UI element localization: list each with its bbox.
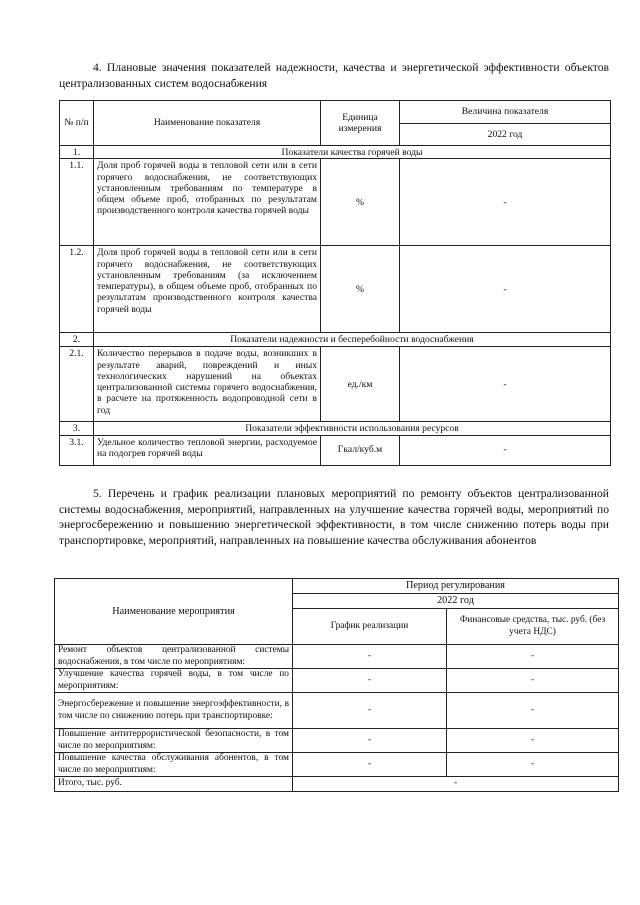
indicator-value: - [400, 347, 611, 422]
section-5-heading-text: 5. Перечень и график реализации плановых мероприятий по ремонту объектов централизованной системы водоснабжения, мероприятий, направленных на улучшение качества горячей воды, мероприятий по энергосбережению и повышению энергетической эффективности, в том числе снижению потерь воды при транспортировке, мероприятий, направленных на повышение качества обслуживания абонентов [59, 487, 609, 547]
section-4-heading-text: 4. Плановые значения показателей надежности, качества и энергетической эффективности объектов централизованных систем водоснабжения [59, 61, 609, 90]
measure-finance: - [447, 729, 619, 753]
measure-finance: - [447, 669, 619, 693]
measure-schedule: - [293, 753, 447, 777]
indicators-table [59, 100, 611, 466]
measure-name: Энергосбережение и повышение энергоэффективности, в том числе по снижению потерь при транспортировке: [55, 693, 293, 729]
table-row [60, 159, 611, 246]
section-num: 1. [60, 146, 94, 159]
indicator-name: Удельное количество тепловой энергии, расходуемое на подогрев горячей воды [94, 435, 321, 465]
indicator-value: - [400, 246, 611, 333]
measure-schedule: - [293, 693, 447, 729]
section-num: 2. [60, 333, 94, 347]
row-num: 3.1. [60, 435, 94, 465]
total-row [55, 777, 619, 792]
header-measure-name: Наименование мероприятия [55, 579, 293, 645]
section-4-heading [59, 60, 609, 91]
header-unit: Единица измерения [321, 101, 400, 146]
header-year: 2022 год [293, 594, 619, 609]
header-schedule: График реализации [293, 609, 447, 645]
measure-name: Повышение антитеррористической безопасности, в том числе по мероприятиям: [55, 729, 293, 753]
section-num: 3. [60, 422, 94, 435]
measure-name: Повышение качества обслуживания абонентов, в том числе по мероприятиям: [55, 753, 293, 777]
indicator-name: Доля проб горячей воды в тепловой сети или в сети горячего водоснабжения, не соответствующих установленным требованиям (за исключением температуры), в общем объеме проб, отобранных по результатам производственного контроля качества горячей воды [94, 246, 321, 333]
header-indicator-name: Наименование показателя [94, 101, 321, 146]
indicator-unit: Гкал/куб.м [321, 435, 400, 465]
measures-table [54, 578, 619, 792]
measure-finance: - [447, 645, 619, 669]
indicator-unit: ед./км [321, 347, 400, 422]
header-year: 2022 год [400, 124, 611, 146]
measure-finance: - [447, 693, 619, 729]
total-label: Итого, тыс. руб. [55, 777, 293, 792]
header-finance: Финансовые средства, тыс. руб. (без учета НДС) [447, 609, 619, 645]
indicator-unit: % [321, 159, 400, 246]
indicator-value: - [400, 159, 611, 246]
header-value: Величина показателя [400, 101, 611, 124]
table-row [55, 645, 619, 669]
measure-name: Улучшение качества горячей воды, в том числе по мероприятиям: [55, 669, 293, 693]
header-num: № п/п [60, 101, 94, 146]
table-row [55, 693, 619, 729]
measure-schedule: - [293, 645, 447, 669]
row-num: 1.2. [60, 246, 94, 333]
measure-schedule: - [293, 669, 447, 693]
table-row [55, 729, 619, 753]
section-row [60, 422, 611, 435]
section-row [60, 146, 611, 159]
total-value: - [293, 777, 619, 792]
section-5-heading [59, 486, 609, 548]
row-num: 2.1. [60, 347, 94, 422]
indicator-name: Количество перерывов в подаче воды, возникших в результате аварий, повреждений и иных технологических нарушений на объектах централизованной системы горячего водоснабжения, в расчете на протяженность водопроводной сети в год [94, 347, 321, 422]
section-row [60, 333, 611, 347]
indicator-value: - [400, 435, 611, 465]
table-row [55, 669, 619, 693]
table-row [60, 246, 611, 333]
row-num: 1.1. [60, 159, 94, 246]
table-row [60, 435, 611, 465]
table-row [60, 347, 611, 422]
measure-schedule: - [293, 729, 447, 753]
table-row [55, 753, 619, 777]
header-period: Период регулирования [293, 579, 619, 594]
indicator-name: Доля проб горячей воды в тепловой сети или в сети горячего водоснабжения, не соответствующих установленным требованиям по температуре в общем объеме проб, отобранных по результатам производственного контроля качества горячей воды [94, 159, 321, 246]
section-title: Показатели эффективности использования ресурсов [94, 422, 611, 435]
section-title: Показатели надежности и бесперебойности водоснабжения [94, 333, 611, 347]
indicator-unit: % [321, 246, 400, 333]
measure-finance: - [447, 753, 619, 777]
measure-name: Ремонт объектов централизованной системы водоснабжения, в том числе по мероприятиям: [55, 645, 293, 669]
section-title: Показатели качества горячей воды [94, 146, 611, 159]
